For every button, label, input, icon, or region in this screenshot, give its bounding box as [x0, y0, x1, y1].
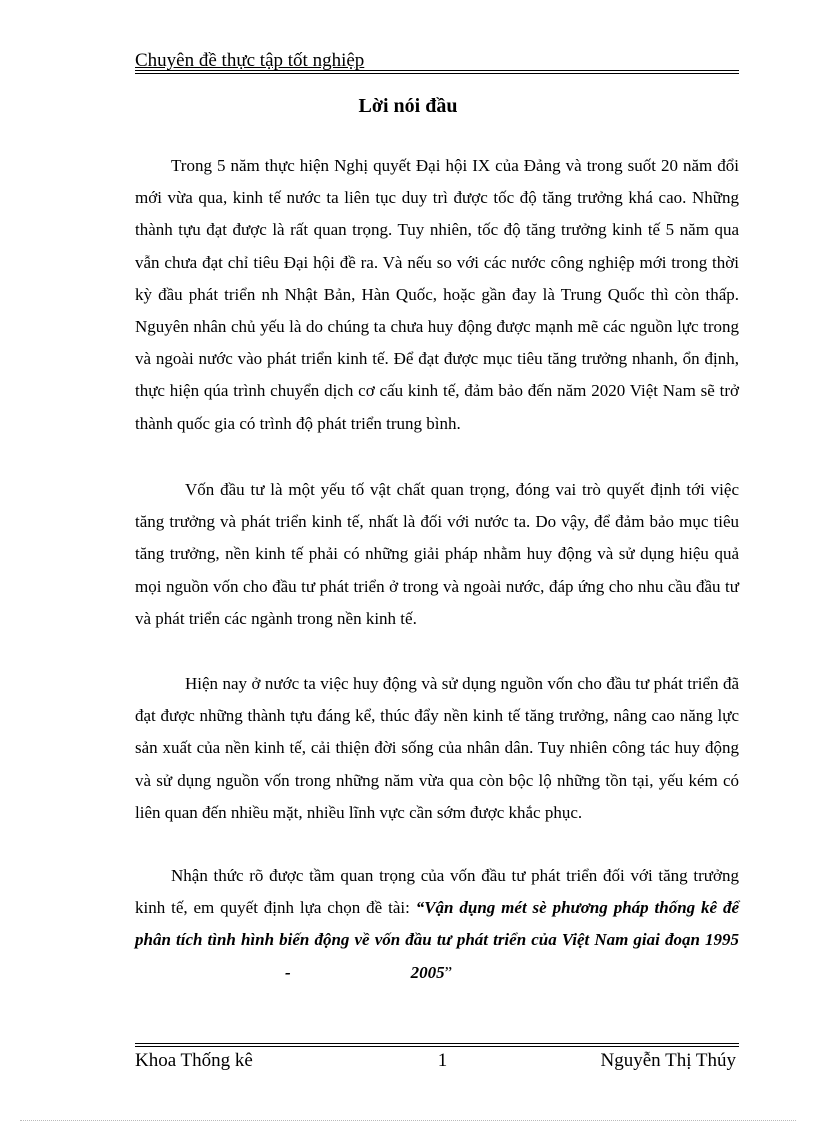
document-heading: Lời nói đầu: [358, 95, 458, 117]
paragraph-4-lead: Nhận thức rõ được tầm quan trọng của vốn đầu tư phát triển đối với tăng trưởng kinh tế, em quyết định lựa chọn đề tài:: [135, 866, 739, 918]
paragraph-4: [135, 860, 739, 989]
page-number: 1: [437, 1050, 448, 1071]
paragraph-2: Vốn đầu tư là một yếu tố vật chất quan trọng, đóng vai trò quyết định tới việc tăng trưởng và phát triển kinh tế, nhất là đối với nước ta. Do vậy, để đảm bảo mục tiêu tăng trưởng, nền kinh tế phải có những giải pháp nhằm huy động và sử dụng hiệu quả mọi nguồn vốn cho đầu tư phát triển ở trong và ngoài nước, đáp ứng cho nhu cầu đầu tư và phát triển các ngành trong nền kinh tế.: [135, 480, 739, 628]
topic-title: “Vận dụng mét sè phương pháp thống kê để phân tích tình hình biến động về vốn đầu tư phát triển của Việt Nam giai đoạn 1995: [135, 898, 740, 950]
header-rule-double: [135, 73, 739, 74]
footer-department: Khoa Thống kê: [135, 1050, 253, 1071]
footer-author: Nguyễn Thị Thúy: [600, 1050, 736, 1071]
topic-end-year: 2005: [410, 962, 445, 982]
footer-rule-double: [135, 1046, 739, 1047]
header-rule: [135, 70, 739, 71]
topic-close-quote: ”: [444, 962, 453, 982]
paragraph-1: Trong 5 năm thực hiện Nghị quyết Đại hội IX của Đảng và trong suốt 20 năm đổi mới vừa qua, kinh tế nước ta liên tục duy trì được tốc độ tăng trưởng khá cao. Những thành tựu đạt được là rất quan trọng. Tuy nhiên, tốc độ tăng trưởng kinh tế 5 năm qua vẫn chưa đạt chỉ tiêu Đại hội đề ra. Và nếu so với các nước công nghiệp mới trong thời kỳ đầu phát triển nh Nhật Bản, Hàn Quốc, hoặc gần đay là Trung Quốc thì còn thấp. Nguyên nhân chủ yếu là do chúng ta chưa huy động được mạnh mẽ các nguồn lực trong và ngoài nước vào phát triển kinh tế. Để đạt được mục tiêu tăng trưởng nhanh, ổn định, thực hiện qúa trình chuyển dịch cơ cấu kinh tế, đảm bảo đến năm 2020 Việt Nam sẽ trở thành quốc gia có trình độ phát triển trung bình.: [135, 156, 739, 433]
header-title: Chuyên đề thực tập tốt nghiệp: [135, 50, 365, 71]
footer-rule: [135, 1043, 739, 1044]
topic-dash: -: [285, 962, 291, 982]
paragraph-3: Hiện nay ở nước ta việc huy động và sử dụng nguồn vốn cho đầu tư phát triển đã đạt được những thành tựu đáng kể, thúc đẩy nền kinh tế tăng trưởng, nâng cao năng lực sản xuất của nền kinh tế, cải thiện đời sống của nhân dân. Tuy nhiên công tác huy động và sử dụng nguồn vốn trong những năm vừa qua còn bộc lộ những tồn tại, yếu kém có liên quan đến nhiều mặt, nhiều lĩnh vực cần sớm được khắc phục.: [135, 674, 739, 822]
page-edge-dotted-line: [20, 1120, 796, 1121]
